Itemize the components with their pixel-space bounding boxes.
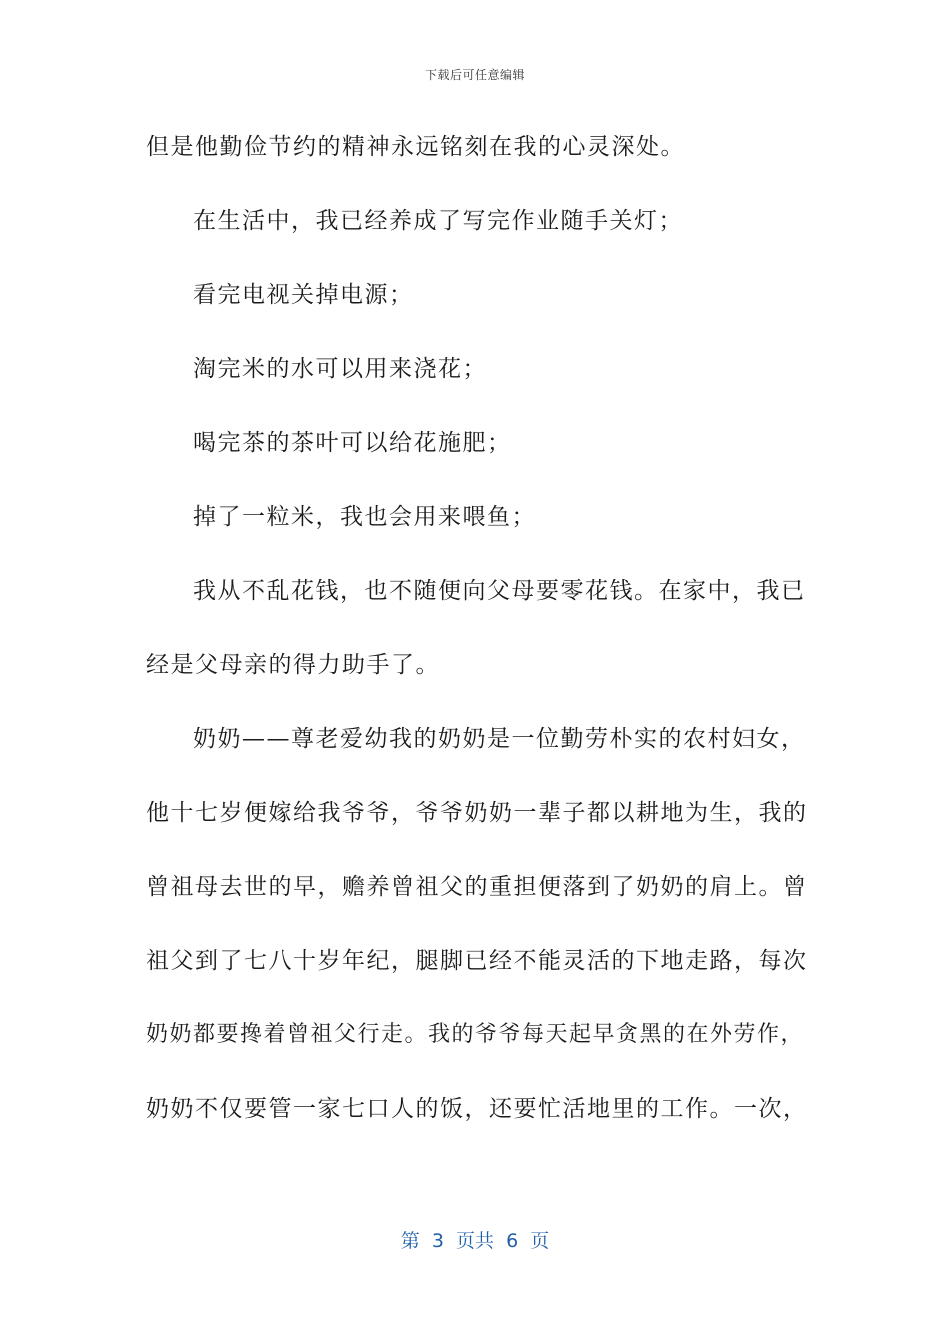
text-line: 奶奶都要搀着曾祖父行走。我的爷爷每天起早贪黑的在外劳作， [146, 1022, 805, 1047]
text-line: 曾祖母去世的早，赡养曾祖父的重担便落到了奶奶的肩上。曾 [146, 874, 808, 900]
text-line: 但是他勤俭节约的精神永远铭刻在我的心灵深处。 [146, 134, 685, 160]
text-line: 在生活中，我已经养成了写完作业随手关灯； [193, 208, 683, 234]
text-line: 祖父到了七八十岁年纪，腿脚已经不能灵活的下地走路，每次 [146, 948, 808, 974]
text-line: 喝完茶的茶叶可以给花施肥； [193, 430, 512, 456]
page-header: 下载后可任意编辑 [424, 68, 525, 82]
text-line: 看完电视关掉电源； [193, 282, 414, 308]
text-line: 淘完米的水可以用来浇花； [193, 356, 487, 382]
page-number-footer: 第 3 页共 6 页 [400, 1230, 550, 1252]
text-line: 我从不乱花钱，也不随便向父母要零花钱。在家中，我已 [193, 578, 806, 604]
text-line: 经是父母亲的得力助手了。 [146, 652, 440, 678]
text-line: 奶奶——尊老爱幼我的奶奶是一位勤劳朴实的农村妇女， [193, 726, 806, 752]
text-line: 掉了一粒米，我也会用来喂鱼； [193, 504, 536, 530]
text-line: 他十七岁便嫁给我爷爷，爷爷奶奶一辈子都以耕地为生，我的 [146, 800, 808, 826]
text-line: 奶奶不仅要管一家七口人的饭，还要忙活地里的工作。一次， [146, 1096, 808, 1122]
